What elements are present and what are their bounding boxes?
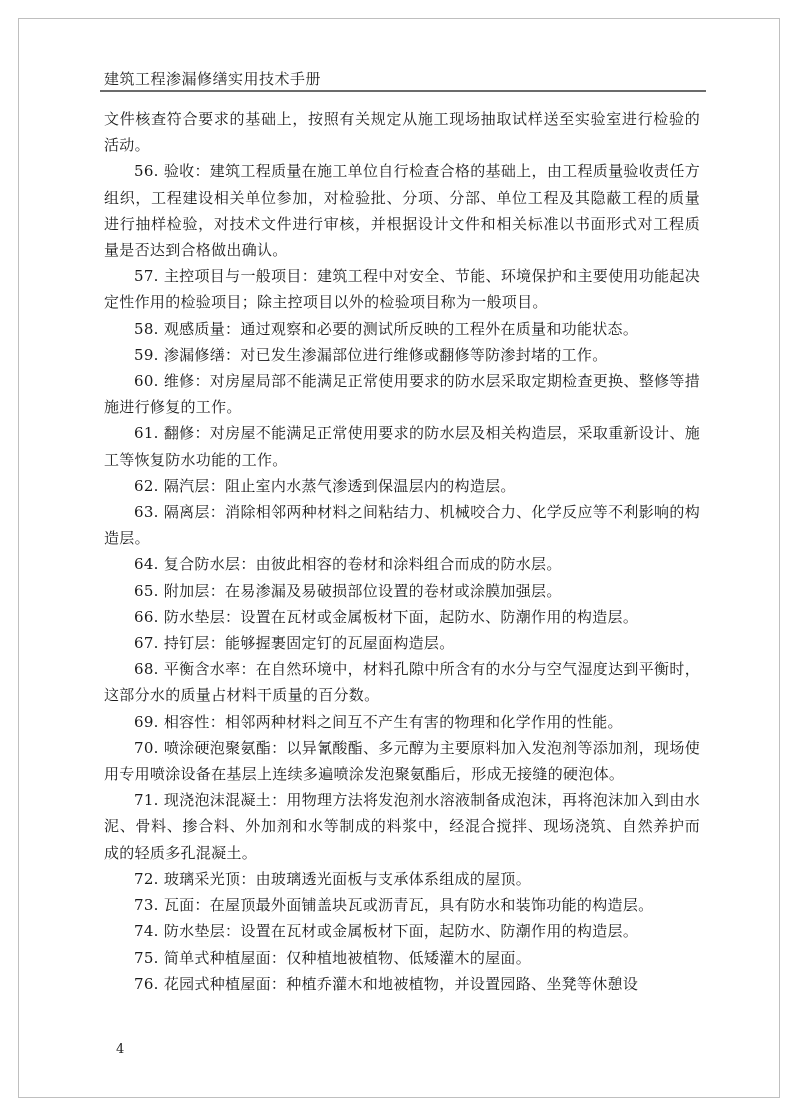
paragraph: 64. 复合防水层：由彼此相容的卷材和涂料组合而成的防水层。 xyxy=(134,555,562,574)
paragraph: 65. 附加层：在易渗漏及易破损部位设置的卷材或涂膜加强层。 xyxy=(134,581,562,600)
paragraph: 70. 喷涂硬泡聚氨酯：以异氰酸酯、多元醇为主要原料加入发泡剂等添加剂，现场使用专用喷涂设备在基层上连续多遍喷涂发泡聚氨酯后，形成无接缝的硬泡体。 xyxy=(104,738,700,784)
paragraph: 75. 简单式种植屋面：仅种植地被植物、低矮灌木的屋面。 xyxy=(134,948,532,967)
paragraph: 57. 主控项目与一般项目：建筑工程中对安全、节能、环境保护和主要使用功能起决定性作用的检验项目；除主控项目以外的检验项目称为一般项目。 xyxy=(104,267,700,312)
paragraph: 76. 花园式种植屋面：种植乔灌木和地被植物，并设置园路、坐凳等休憩设 xyxy=(134,974,639,993)
paragraph: 71. 现浇泡沫混凝土：用物理方法将发泡剂水溶液制备成泡沫，再将泡沫加入到由水泥、骨料、掺合料、外加剂和水等制成的料浆中，经混合搅拌、现场浇筑、自然养护而成的轻质多孔混凝土。 xyxy=(104,791,700,862)
paragraph: 72. 玻璃采光顶：由玻璃透光面板与支承体系组成的屋顶。 xyxy=(134,869,532,888)
paragraph: 61. 翻修：对房屋不能满足正常使用要求的防水层及相关构造层，采取重新设计、施工等恢复防水功能的工作。 xyxy=(104,424,700,469)
paragraph: 58. 观感质量：通过观察和必要的测试所反映的工程外在质量和功能状态。 xyxy=(134,319,639,338)
running-header: 建筑工程渗漏修缮实用技术手册 xyxy=(104,70,322,88)
paragraph: 68. 平衡含水率：在自然环境中，材料孔隙中所含有的水分与空气湿度达到平衡时，这部分水的质量占材料干质量的百分数。 xyxy=(104,660,700,705)
paragraph: 文件核查符合要求的基础上，按照有关规定从施工现场抽取试样送至实验室进行检验的活动。 xyxy=(104,110,700,155)
paragraph: 63. 隔离层：消除相邻两种材料之间粘结力、机械咬合力、化学反应等不利影响的构造层。 xyxy=(104,503,700,548)
paragraph: 67. 持钉层：能够握裹固定钉的瓦屋面构造层。 xyxy=(134,634,455,653)
paragraph: 69. 相容性：相邻两种材料之间互不产生有害的物理和化学作用的性能。 xyxy=(134,712,623,731)
header-rule xyxy=(100,90,706,92)
paragraph: 56. 验收：建筑工程质量在施工单位自行检查合格的基础上，由工程质量验收责任方组织，工程建设相关单位参加，对检验批、分项、分部、单位工程及其隐蔽工程的质量进行抽样检验，对技术文件进行审核，并根据设计文件和相关标准以书面形式对工程质量是否达到合格做出确认。 xyxy=(104,162,700,260)
paragraph: 73. 瓦面：在屋顶最外面铺盖块瓦或沥青瓦，具有防水和装饰功能的构造层。 xyxy=(134,896,654,915)
paragraph: 62. 隔汽层：阻止室内水蒸气渗透到保温层内的构造层。 xyxy=(134,476,516,495)
paragraph: 74. 防水垫层：设置在瓦材或金属板材下面，起防水、防潮作用的构造层。 xyxy=(134,922,639,941)
paragraph: 59. 渗漏修缮：对已发生渗漏部位进行维修或翻修等防渗封堵的工作。 xyxy=(134,345,608,364)
paragraph: 60. 维修：对房屋局部不能满足正常使用要求的防水层采取定期检查更换、整修等措施进行修复的工作。 xyxy=(104,372,700,417)
paragraph: 66. 防水垫层：设置在瓦材或金属板材下面，起防水、防潮作用的构造层。 xyxy=(134,607,639,626)
document-body xyxy=(104,106,700,997)
page-number: 4 xyxy=(116,1042,125,1057)
